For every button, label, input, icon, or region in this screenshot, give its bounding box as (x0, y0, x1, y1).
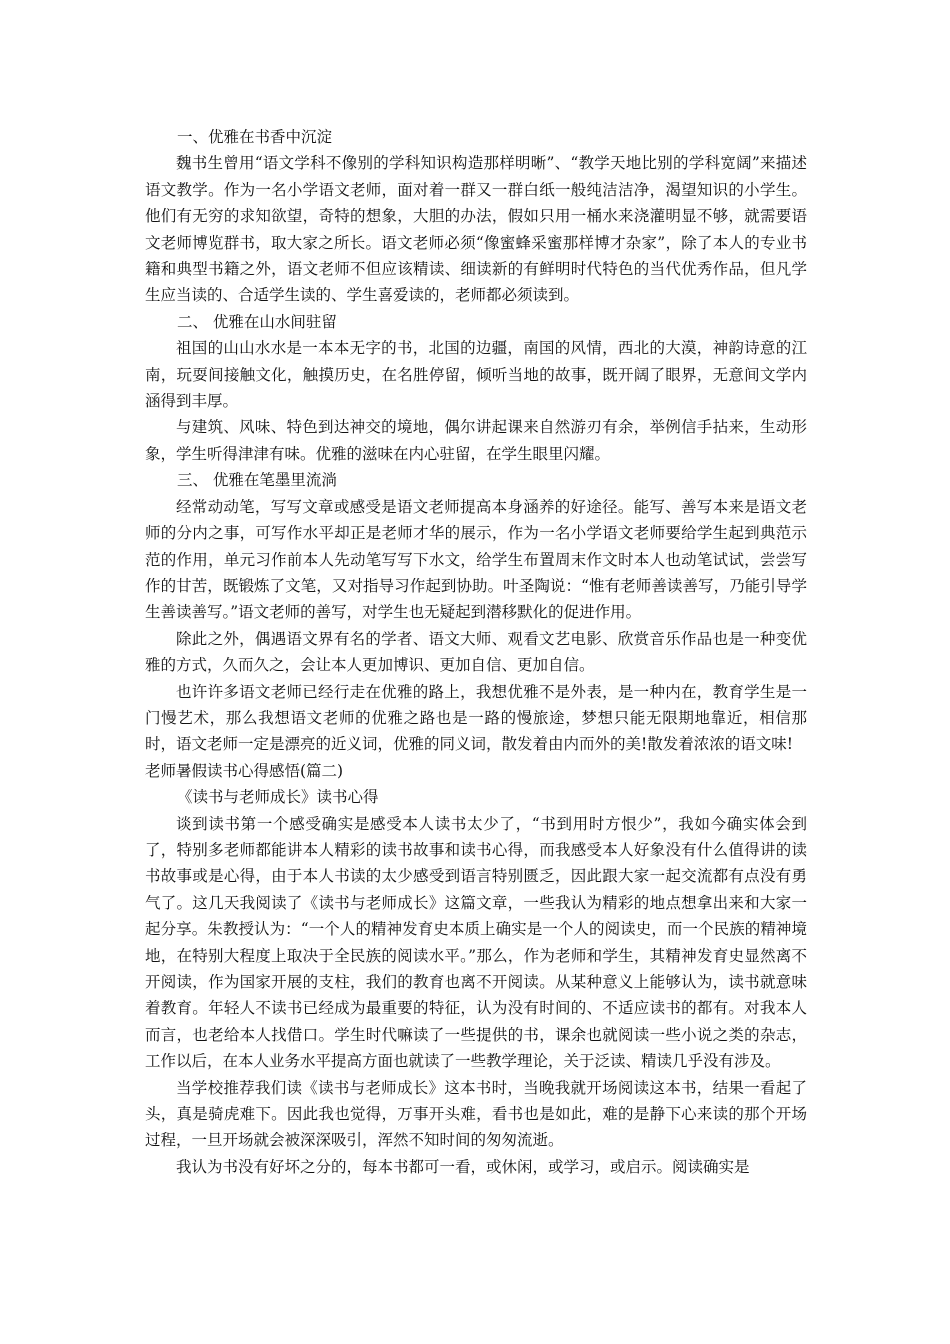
article-title: 老师暑假读书心得感悟(篇二) (145, 761, 344, 780)
section-heading: 二、 优雅在山水间驻留 (177, 312, 337, 331)
paragraph: 与建筑、风味、特色到达神交的境地，偶尔讲起课来自然游刃有余，举例信手拈来，生动形象，学生听得津津有味。优雅的滋味在内心驻留，在学生眼里闪耀。 (145, 418, 807, 463)
paragraph: 我认为书没有好坏之分的，每本书都可一看，或休闲，或学习，或启示。阅读确实是 (176, 1157, 750, 1176)
paragraph: 祖国的山山水水是一本本无字的书，北国的边疆，南国的风情，西北的大漠，神韵诗意的江南，玩耍间接触文化，触摸历史，在名胜停留，倾听当地的故事，既开阔了眼界，无意间文学内涵得到丰厚。 (145, 339, 807, 411)
document-body (145, 124, 807, 1180)
paragraph: 魏书生曾用“语文学科不像别的学科知识构造那样明晰”、“教学天地比别的学科宽阔”来描述语文教学。作为一名小学语文老师，面对着一群又一群白纸一般纯洁洁净，渴望知识的小学生。他们有无穷的求知欲望，奇特的想象，大胆的办法，假如只用一桶水来浇灌明显不够，就需要语文老师博览群书，取大家之所长。语文老师必须“像蜜蜂采蜜那样博才杂家”，除了本人的专业书籍和典型书籍之外，语文老师不但应该精读、细读新的有鲜明时代特色的当代优秀作品，但凡学生应当读的、合适学生读的、学生喜爱读的，老师都必须读到。 (145, 154, 807, 305)
paragraph: 经常动动笔，写写文章或感受是语文老师提高本身涵养的好途径。能写、善写本来是语文老师的分内之事，可写作水平却正是老师才华的展示，作为一名小学语文老师要给学生起到典范示范的作用，单元习作前本人先动笔写写下水文，给学生布置周末作文时本人也动笔试试，尝尝写作的甘苦，既锻炼了文笔，又对指导习作起到协助。叶圣陶说：“惟有老师善读善写，乃能引导学生善读善写。”语文老师的善写，对学生也无疑起到潜移默化的促进作用。 (145, 497, 807, 622)
paragraph: 除此之外，偶遇语文界有名的学者、语文大师、观看文艺电影、欣赏音乐作品也是一种变优雅的方式，久而久之，会让本人更加博识、更加自信、更加自信。 (145, 629, 807, 675)
paragraph: 当学校推荐我们读《读书与老师成长》这本书时，当晚我就开场阅读这本书，结果一看起了头，真是骑虎难下。因此我也觉得，万事开头难，看书也是如此，难的是静下心来读的那个开场过程，一旦开场就会被深深吸引，浑然不知时间的匆匆流逝。 (145, 1078, 807, 1150)
section-heading: 一、优雅在书香中沉淀 (177, 128, 333, 146)
section-heading: 三、 优雅在笔墨里流淌 (177, 471, 337, 490)
article-subtitle: 《读书与老师成长》读书心得 (177, 788, 379, 807)
paragraph: 也许许多语文老师已经行走在优雅的路上，我想优雅不是外表，是一种内在，教育学生是一门慢艺术，那么我想语文老师的优雅之路也是一路的慢旅途，梦想只能无限期地靠近，相信那时，语文老师一定是漂亮的近义词，优雅的同义词，散发着由内而外的美!散发着浓浓的语文味! (145, 682, 807, 754)
paragraph: 谈到读书第一个感受确实是感受本人读书太少了，“书到用时方恨少”，我如今确实体会到了，特别多老师都能讲本人精彩的读书故事和读书心得，而我感受本人好象没有什么值得讲的读书故事或是心得，由于本人书读的太少感受到语言特别匮乏，因此跟大家一起交流都有点没有勇气了。这几天我阅读了《读书与老师成长》这篇文章，一些我认为精彩的地点想拿出来和大家一起分享。朱教授认为：“一个人的精神发育史本质上确实是一个人的阅读史，而一个民族的精神境地，在特别大程度上取决于全民族的阅读水平。”那么，作为老师和学生，其精神发育史显然离不开阅读，作为国家开展的支柱，我们的教育也离不开阅读。从某种意义上能够认为，读书就意味着教育。年轻人不读书已经成为最重要的特征，认为没有时间的、不适应读书的都有。对我本人而言，也老给本人找借口。学生时代嘛读了一些提供的书，课余也就阅读一些小说之类的杂志，工作以后，在本人业务水平提高方面也就读了一些教学理论，关于泛读、精读几乎没有涉及。 (145, 814, 807, 1071)
